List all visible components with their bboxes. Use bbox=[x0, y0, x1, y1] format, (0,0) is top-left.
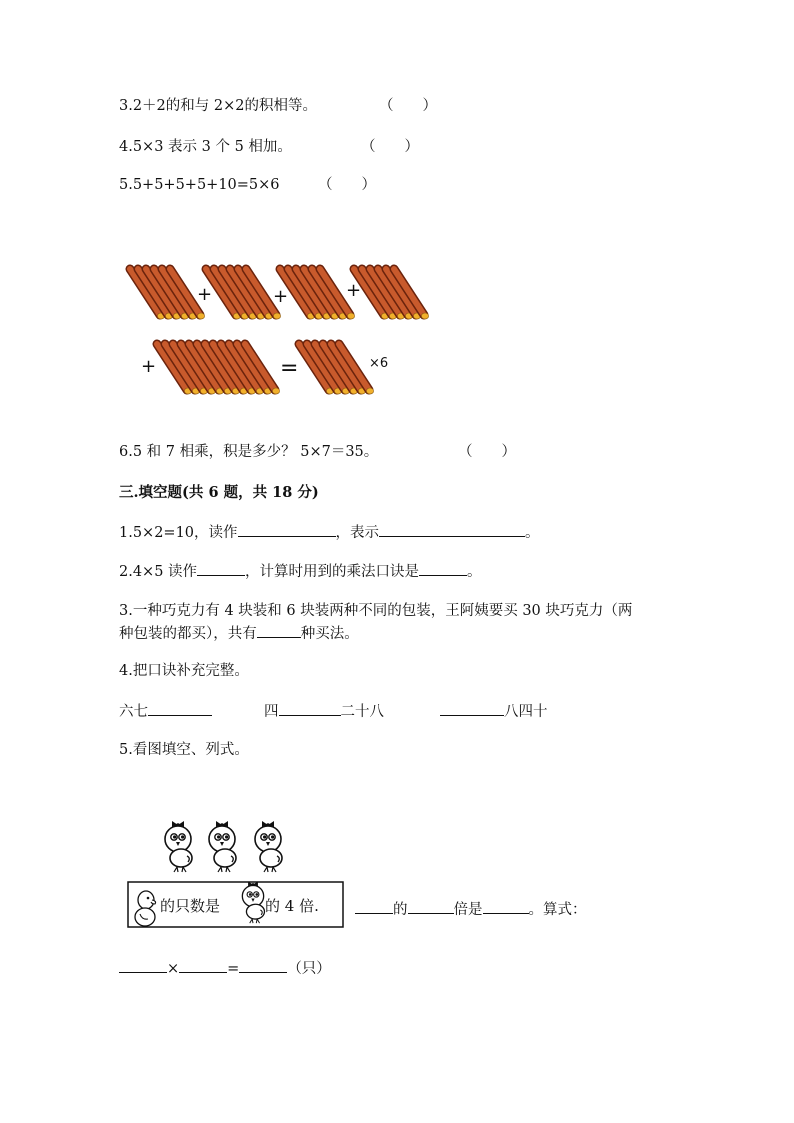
fill-2-text-c: 。 bbox=[467, 564, 482, 580]
question-5-text: 5.5+5+5+5+10=5×6 bbox=[119, 177, 280, 193]
plus-sign-1: + bbox=[197, 284, 213, 305]
fill-5-text-formula: 。算式： bbox=[528, 902, 587, 918]
equation-blank-result[interactable] bbox=[239, 958, 287, 973]
equals-sign: = bbox=[280, 356, 299, 381]
equation-blank-2[interactable] bbox=[179, 958, 227, 973]
fill-1-text-a: 1.5×2=10，读作 bbox=[119, 525, 238, 541]
fill-4-item2-text-a: 四 bbox=[264, 704, 279, 720]
fill-3-text-b: 种买法。 bbox=[300, 626, 359, 642]
question-6-text: 6.5 和 7 相乘，积是多少？ 5×7＝35。 bbox=[119, 444, 379, 460]
answer-paren-3[interactable]: （ ） bbox=[379, 98, 437, 114]
fill-1-text-b: ，表示 bbox=[335, 525, 380, 541]
fill-5-text-of: 的 bbox=[393, 902, 408, 918]
equation-equals: = bbox=[227, 961, 240, 977]
fill-5-blank-c[interactable] bbox=[483, 899, 529, 914]
answer-paren-6[interactable]: （ ） bbox=[458, 444, 516, 460]
fill-2-text-a: 2.4×5 读作 bbox=[119, 564, 198, 580]
fill-5-text-times-is: 倍是 bbox=[453, 902, 483, 918]
fill-5-blank-b[interactable] bbox=[408, 899, 454, 914]
chick-3 bbox=[255, 821, 282, 872]
plus-sign-3: + bbox=[346, 280, 362, 301]
plus-sign-4: + bbox=[141, 356, 157, 377]
fill-question-3-line1: 3.一种巧克力有 4 块装和 6 块装两种不同的包装，王阿姨要买 30 块巧克力（两 bbox=[119, 603, 633, 619]
equation-blank-1[interactable] bbox=[119, 958, 167, 973]
equation-unit: （只） bbox=[287, 961, 331, 977]
question-3-text: 3.2＋2的和与 2×2的积相等。 bbox=[119, 98, 317, 114]
fill-4-item3-text: 八四十 bbox=[504, 704, 548, 720]
answer-paren-5[interactable]: （ ） bbox=[318, 177, 376, 193]
box-text-four-times: 的 4 倍. bbox=[265, 897, 319, 915]
fill-4-item2-text-b: 二十八 bbox=[340, 704, 384, 720]
fill-question-4-title: 4.把口诀补充完整。 bbox=[119, 663, 249, 679]
fill-4-item1-text: 六七 bbox=[119, 704, 148, 720]
section-title: 三.填空题(共 6 题，共 18 分) bbox=[119, 484, 319, 501]
fill-5-right-sentence bbox=[355, 899, 587, 920]
fill-question-5-title: 5.看图填空、列式。 bbox=[119, 742, 249, 758]
plus-sign-2: + bbox=[273, 286, 289, 307]
equation-times: × bbox=[167, 961, 180, 977]
chick-1 bbox=[165, 821, 192, 872]
chick-2 bbox=[209, 821, 236, 872]
times-six-label: ×6 bbox=[369, 356, 389, 371]
fill-5-equation bbox=[119, 958, 331, 979]
fill-3-text-a: 种包装的都买），共有 bbox=[119, 626, 257, 642]
fill-2-text-b: ，计算时用到的乘法口诀是 bbox=[245, 564, 420, 580]
fill-5-blank-a[interactable] bbox=[355, 899, 393, 914]
fill-1-text-c: 。 bbox=[525, 525, 540, 541]
question-4-text: 4.5×3 表示 3 个 5 相加。 bbox=[119, 139, 292, 155]
box-text-count-is: 的只数是 bbox=[160, 897, 221, 915]
answer-paren-4[interactable]: （ ） bbox=[361, 139, 419, 155]
